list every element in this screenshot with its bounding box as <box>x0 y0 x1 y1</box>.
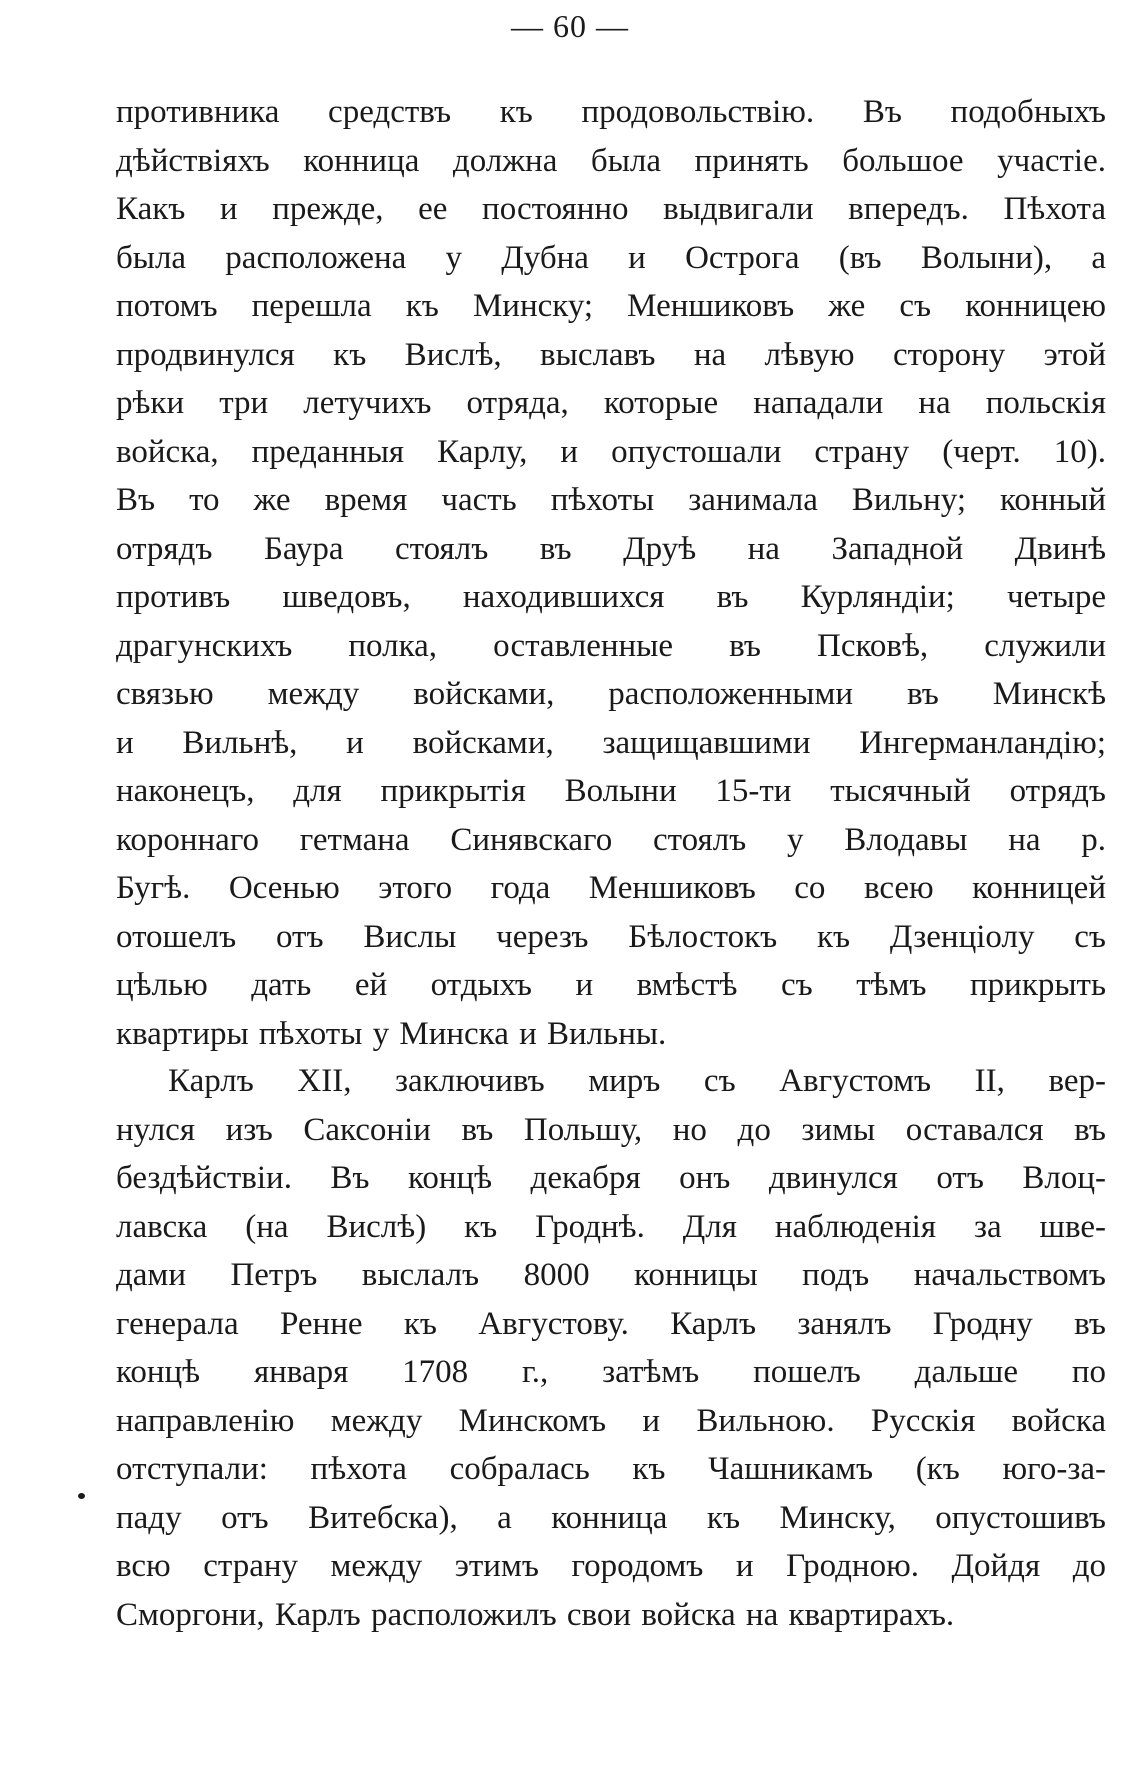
text-line: короннаго гетмана Синявскаго стоялъ у Влодавы на р. <box>116 821 1106 858</box>
text-line: генерала Ренне къ Августову. Карлъ занялъ Гродну въ <box>116 1305 1106 1342</box>
text-line: связью между войсками, расположенными въ Минскѣ <box>116 676 1106 712</box>
paragraph-1 <box>116 88 1106 1058</box>
text-line: Сморгони, Карлъ расположилъ свои войска на квартирахъ. <box>116 1596 955 1633</box>
text-line: всю страну между этимъ городомъ и Гродною. Дойдя до <box>116 1548 1106 1584</box>
text-line: Какъ и прежде, ее постоянно выдвигали впередъ. Пѣхота <box>116 191 1106 227</box>
text-line: противъ шведовъ, находившихся въ Курляндіи; четыре <box>116 579 1106 615</box>
text-line: концѣ января 1708 г., затѣмъ пошелъ дальше по <box>116 1354 1106 1390</box>
text-line: войска, преданныя Карлу, и опустошали страну (черт. 10). <box>116 433 1106 470</box>
text-line: квартиры пѣхоты у Минска и Вильны. <box>116 1015 667 1052</box>
paragraph-2 <box>116 1057 1106 1639</box>
text-line: была расположена у Дубна и Острога (въ Волыни), а <box>116 239 1106 276</box>
text-line: лавска (на Вислѣ) къ Гроднѣ. Для наблюденія за шве- <box>116 1208 1106 1245</box>
text-line: направленію между Минскомъ и Вильною. Русскія войска <box>116 1402 1106 1439</box>
text-line: драгунскихъ полка, оставленные въ Псковѣ, служили <box>116 627 1106 664</box>
text-line: отрядъ Баура стоялъ въ Друѣ на Западной Двинѣ <box>116 530 1106 567</box>
text-line: дѣйствіяхъ конница должна была принять большое участіе. <box>116 142 1106 179</box>
text-line: рѣки три летучихъ отряда, которые нападали на польскія <box>116 385 1106 421</box>
text-line: и Вильнѣ, и войсками, защищавшими Ингерманландію; <box>116 724 1106 761</box>
ink-speck <box>78 1493 85 1499</box>
text-line: отошелъ отъ Вислы черезъ Бѣлостокъ къ Дзенціолу съ <box>116 918 1106 955</box>
text-line: Въ то же время часть пѣхоты занимала Вильну; конный <box>116 482 1106 518</box>
text-line: потомъ перешла къ Минску; Меншиковъ же съ конницею <box>116 288 1106 324</box>
text-line: Бугѣ. Осенью этого года Меншиковъ со всею конницей <box>116 870 1106 906</box>
text-line: отступали: пѣхота собралась къ Чашникамъ (къ юго-за- <box>116 1451 1106 1487</box>
text-line: наконецъ, для прикрытія Волыни 15-ти тысячный отрядъ <box>116 773 1106 809</box>
text-line: противника средствъ къ продовольствію. Въ подобныхъ <box>116 94 1106 130</box>
text-line: дами Петръ выслалъ 8000 конницы подъ начальствомъ <box>116 1257 1106 1293</box>
text-line: бездѣйствіи. Въ концѣ декабря онъ двинулся отъ Влоц- <box>116 1160 1106 1196</box>
text-line: паду отъ Витебска), а конница къ Минску, опустошивъ <box>116 1499 1106 1536</box>
text-line: продвинулся къ Вислѣ, выславъ на лѣвую сторону этой <box>116 336 1106 373</box>
page-number: — 60 — <box>511 8 629 44</box>
text-line: нулся изъ Саксоніи въ Польшу, но до зимы оставался въ <box>116 1111 1106 1148</box>
text-line: цѣлью дать ей отдыхъ и вмѣстѣ съ тѣмъ прикрыть <box>116 967 1106 1003</box>
text-line: Карлъ XII, заключивъ миръ съ Августомъ II, вер- <box>168 1063 1106 1099</box>
